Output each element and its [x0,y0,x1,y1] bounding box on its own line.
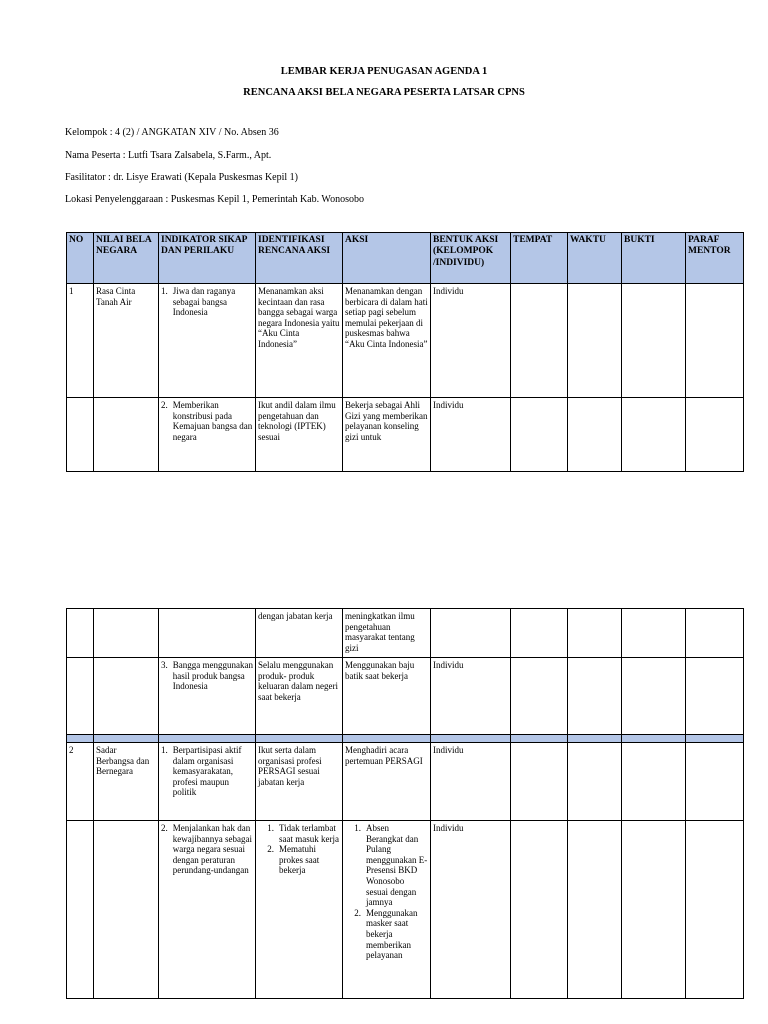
cell-waktu [568,609,622,658]
header-waktu: WAKTU [568,233,622,284]
cell-aksi [343,821,431,999]
indikator-text: Berpartisipasi aktif dalam organisasi kemasyarakatan, profesi maupun politik [172,745,242,798]
rencana-aksi-table-page1 [66,232,744,472]
separator-cell [94,735,159,743]
cell-bukti [622,398,686,472]
cell-aksi: Bekerja sebagai Ahli Gizi yang memberikan pelayanan konseling gizi untuk [343,398,431,472]
cell-nilai: Rasa Cinta Tanah Air [94,284,159,398]
cell-paraf [686,821,744,999]
cell-no: 1 [67,284,94,398]
cell-identifikasi: Menanamkan aksi kecintaan dan rasa bangga sebagai warga negara Indonesia yaitu “Aku Cinta Indonesia” [256,284,343,398]
list-number: 2. [267,844,274,855]
separator-cell [256,735,343,743]
cell-identifikasi: dengan jabatan kerja [256,609,343,658]
separator-cell [159,735,256,743]
cell-nilai [94,658,159,735]
separator-cell [431,735,511,743]
list-text: Absen Berangkat dan Pulang menggunakan E-Presensi BKD Wonosobo sesuai dengan jamnya [366,823,428,908]
cell-waktu [568,743,622,821]
cell-paraf [686,658,744,735]
cell-bentuk: Individu [431,743,511,821]
cell-bukti [622,743,686,821]
separator-cell [343,735,431,743]
indikator-number: 1. [161,745,168,755]
cell-indikator [159,284,256,398]
table-row [67,284,744,398]
cell-aksi: Menanamkan dengan berbicara di dalam hati setiap pagi sebelum memulai pekerjaan di puskesmas bahwa “Aku Cinta Indonesia” [343,284,431,398]
cell-identifikasi [256,821,343,999]
document-title: LEMBAR KERJA PENUGASAN AGENDA 1 [280,66,488,77]
indikator-number: 1. [161,286,168,296]
header-no: NO [67,233,94,284]
table-row [67,398,744,472]
header-nilai: NILAI BELA NEGARA [94,233,159,284]
cell-bentuk: Individu [431,658,511,735]
header-bukti: BUKTI [622,233,686,284]
cell-bukti [622,821,686,999]
separator-row [67,735,744,743]
lokasi-info: Lokasi Penyelenggaraan : Puskesmas Kepil 1, Pemerintah Kab. Wonosobo [65,194,364,205]
cell-tempat [511,609,568,658]
separator-cell [622,735,686,743]
cell-indikator [159,821,256,999]
cell-no [67,658,94,735]
cell-nilai: Sadar Berbangsa dan Bernegara [94,743,159,821]
cell-bukti [622,658,686,735]
cell-indikator [159,609,256,658]
header-aksi: AKSI [343,233,431,284]
cell-bentuk: Individu [431,284,511,398]
cell-identifikasi: Ikut andil dalam ilmu pengetahuan dan teknologi (IPTEK) sesuai [256,398,343,472]
cell-aksi: meningkatkan ilmu pengetahuan masyarakat tentang gizi [343,609,431,658]
indikator-number: 2. [161,823,168,833]
document-subtitle: RENCANA AKSI BELA NEGARA PESERTA LATSAR CPNS [243,87,525,98]
list-item [258,823,340,844]
cell-waktu [568,821,622,999]
list-item [258,844,340,876]
indikator-text: Jiwa dan raganya sebagai bangsa Indonesia [172,286,236,318]
separator-cell [67,735,94,743]
header-tempat: TEMPAT [511,233,568,284]
cell-no [67,821,94,999]
cell-bukti [622,609,686,658]
separator-cell [568,735,622,743]
cell-nilai [94,609,159,658]
cell-nilai [94,821,159,999]
header-indikator: INDIKATOR SIKAP DAN PERILAKU [159,233,256,284]
cell-paraf [686,398,744,472]
cell-tempat [511,658,568,735]
cell-no [67,609,94,658]
fasilitator-info: Fasilitator : dr. Lisye Erawati (Kepala Puskesmas Kepil 1) [65,172,299,183]
cell-no [67,398,94,472]
header-bentuk-aksi: BENTUK AKSI (KELOMPOK /INDIVIDU) [431,233,511,284]
cell-indikator [159,658,256,735]
cell-tempat [511,398,568,472]
header-paraf-mentor: PARAF MENTOR [686,233,744,284]
list-number: 2. [354,907,361,918]
cell-tempat [511,821,568,999]
indikator-text: Menjalankan hak dan kewajibannya sebagai warga negara sesuai dengan peraturan perundang-undangan [172,823,252,876]
list-text: Tidak terlambat saat masuk kerja [279,823,339,844]
table-row [67,658,744,735]
cell-aksi: Menghadiri acara pertemuan PERSAGI [343,743,431,821]
separator-cell [511,735,568,743]
header-identifikasi: IDENTIFIKASI RENCANA AKSI [256,233,343,284]
cell-paraf [686,609,744,658]
indikator-number: 3. [161,660,168,670]
table-header-row [67,233,744,284]
indikator-text: Bangga menggunakan hasil produk bangsa Indonesia [172,660,253,692]
cell-tempat [511,284,568,398]
list-number: 1. [267,823,274,833]
cell-identifikasi: Ikut serta dalam organisasi profesi PERSAGI sesuai jabatan kerja [256,743,343,821]
cell-no: 2 [67,743,94,821]
indikator-text: Memberikan konstribusi pada Kemajuan bangsa dan negara [172,400,253,442]
cell-waktu [568,284,622,398]
cell-indikator [159,743,256,821]
separator-cell [686,735,744,743]
cell-paraf [686,743,744,821]
list-number: 1. [354,823,361,833]
cell-identifikasi: Selalu menggunakan produk- produk keluaran dalam negeri saat bekerja [256,658,343,735]
list-item [345,823,428,908]
cell-bentuk: Individu [431,398,511,472]
rencana-aksi-table-page2 [66,608,744,999]
indikator-number: 2. [161,400,168,410]
list-text: Menggunakan masker saat bekerja memberikan pelayanan [366,907,418,961]
cell-indikator [159,398,256,472]
cell-bentuk: Individu [431,821,511,999]
table-row [67,743,744,821]
cell-tempat [511,743,568,821]
cell-nilai [94,398,159,472]
list-item [345,908,428,961]
cell-aksi: Menggunakan baju batik saat bekerja [343,658,431,735]
cell-bentuk [431,609,511,658]
table-row [67,609,744,658]
cell-bukti [622,284,686,398]
table-row [67,821,744,999]
nama-peserta-info: Nama Peserta : Lutfi Tsara Zalsabela, S.Farm., Apt. [65,150,272,161]
cell-waktu [568,398,622,472]
cell-paraf [686,284,744,398]
kelompok-info: Kelompok : 4 (2) / ANGKATAN XIV / No. Absen 36 [65,127,279,138]
list-text: Mematuhi prokes saat bekerja [279,844,320,876]
cell-waktu [568,658,622,735]
